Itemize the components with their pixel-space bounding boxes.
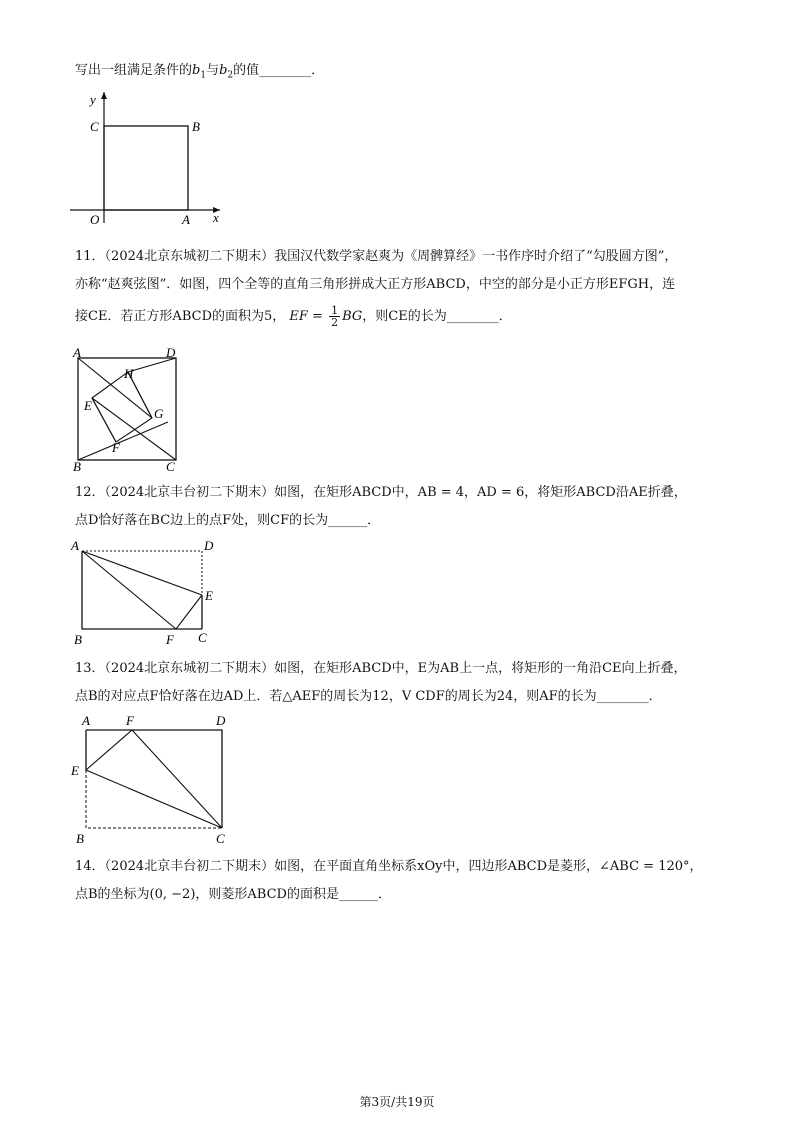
label-f: F <box>126 713 134 728</box>
seg-f-e <box>176 595 202 629</box>
prev-question-after: 的值________． <box>233 63 325 78</box>
seg-d-h <box>128 358 176 372</box>
q12-line1: 12．（2024北京丰台初二下期末）如图，在矩形ABCD中，AB = 4，AD = 6，将矩形ABCD沿AE折叠， <box>75 485 687 500</box>
q11-line3 <box>75 304 512 330</box>
label-c: C <box>166 459 175 474</box>
b2-sub: 2 <box>227 70 234 81</box>
q11-line3-b: ，则CE的长为________． <box>362 309 512 324</box>
seg-b-g <box>78 422 168 460</box>
figure-rectangle-fold-2 <box>68 712 238 847</box>
seg-e-f <box>86 730 132 770</box>
label-e: E <box>71 763 79 778</box>
label-a: A <box>73 345 81 360</box>
square-efgh <box>92 372 152 442</box>
label-a: A <box>82 713 90 728</box>
q13-line2: 点B的对应点F恰好落在边AD上．若△AEF的周长为12，V CDF的周长为24，则AF的长为________． <box>75 689 662 704</box>
q11-line3-a: 接CE．若正方形ABCD的面积为5， <box>75 309 286 324</box>
dotted-ad-dc <box>82 551 202 629</box>
square-oabc <box>104 126 188 210</box>
q13-line1: 13．（2024北京东城初二下期末）如图，在矩形ABCD中，E为AB上一点，将矩形的一角沿CE向上折叠， <box>75 661 687 676</box>
figure-zhao-shuang-square <box>70 344 190 474</box>
label-c: C <box>198 630 207 645</box>
label-d: D <box>204 538 214 553</box>
q11-fraction <box>329 305 340 328</box>
label-c: C <box>90 119 99 134</box>
q12-line2: 点D恰好落在BC边上的点F处，则CF的长为______． <box>75 513 381 528</box>
label-e: E <box>84 398 92 413</box>
label-d: D <box>216 713 226 728</box>
seg-c-e <box>92 398 176 460</box>
seg-a-f <box>82 551 176 629</box>
label-a: A <box>71 538 79 553</box>
q11-line1: 11．（2024北京东城初二下期末）我国汉代数学家赵爽为《周髀算经》一书作序时介绍了“勾股圆方图”， <box>75 249 678 264</box>
seg-f-c <box>132 730 222 828</box>
and-text: 与 <box>206 63 220 78</box>
q11-ef: EF = <box>289 309 323 324</box>
label-b: B <box>74 632 82 647</box>
q14-line1: 14．（2024北京丰台初二下期末）如图，在平面直角坐标系xOy中，四边形ABCD是菱形，∠ABC = 120°， <box>75 859 703 874</box>
b1-sub: 1 <box>200 70 207 81</box>
figure-coordinate-square <box>70 88 230 228</box>
frac-den: 2 <box>331 316 339 329</box>
seg-a-e <box>82 551 202 595</box>
label-c: C <box>216 831 225 846</box>
label-f: F <box>112 440 120 455</box>
label-e: E <box>205 588 213 603</box>
q14-line2: 点B的坐标为(0, −2)，则菱形ABCD的面积是______． <box>75 887 391 902</box>
label-a: A <box>182 212 190 227</box>
q11-bg: BG <box>342 309 363 324</box>
page-footer: 第3页/共19页 <box>359 1095 435 1109</box>
b2-var: b <box>219 63 228 78</box>
q11-line2: 亦称“赵爽弦图”．如图，四个全等的直角三角形拼成大正方形ABCD，中空的部分是小正方形EFGH，连 <box>75 277 676 292</box>
label-y: y <box>90 92 96 107</box>
label-h: H <box>124 366 134 381</box>
y-axis-arrow <box>101 92 107 99</box>
b1-var: b <box>192 63 201 78</box>
label-o: O <box>90 212 100 227</box>
label-x: x <box>213 210 219 225</box>
label-g: G <box>154 406 164 421</box>
prev-question-line <box>75 62 324 85</box>
label-b: B <box>192 119 200 134</box>
label-f: F <box>166 632 174 647</box>
seg-e-c <box>86 770 222 828</box>
label-b: B <box>73 459 81 474</box>
frac-num: 1 <box>331 304 339 317</box>
label-d: D <box>166 345 176 360</box>
seg-e-f <box>92 398 116 442</box>
label-b: B <box>76 831 84 846</box>
figure-rectangle-fold-1 <box>68 537 228 649</box>
sides-ab-bc <box>82 551 202 629</box>
prev-question-text: 写出一组满足条件的 <box>75 63 193 78</box>
